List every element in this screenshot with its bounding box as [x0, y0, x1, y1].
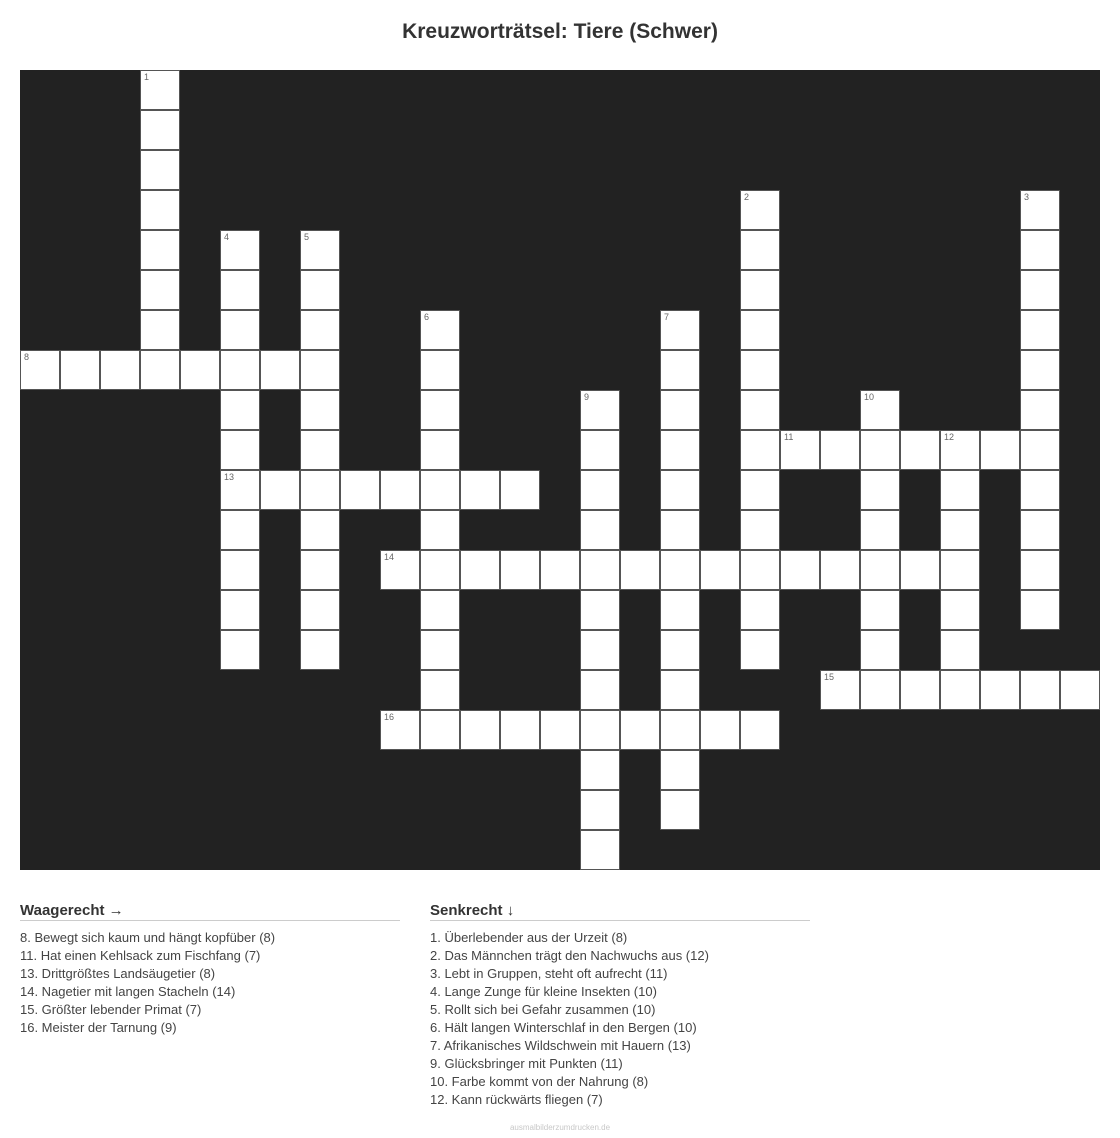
grid-cell[interactable] [820, 550, 860, 590]
grid-cell[interactable] [1020, 510, 1060, 550]
grid-cell[interactable] [1020, 390, 1060, 430]
grid-cell[interactable] [860, 630, 900, 670]
grid-cell[interactable] [740, 350, 780, 390]
grid-cell[interactable] [580, 390, 620, 430]
clue-item: 10. Farbe kommt von der Nahrung (8) [430, 1074, 649, 1089]
grid-cell[interactable] [620, 550, 660, 590]
grid-cell[interactable] [300, 470, 340, 510]
grid-cell[interactable] [260, 350, 300, 390]
grid-cell[interactable] [300, 630, 340, 670]
grid-cell[interactable] [420, 550, 460, 590]
grid-cell[interactable] [860, 550, 900, 590]
grid-cell[interactable] [100, 350, 140, 390]
grid-cell[interactable] [220, 350, 260, 390]
clue-number: 1 [144, 72, 150, 82]
grid-cell[interactable] [540, 710, 580, 750]
grid-cell[interactable] [580, 710, 620, 750]
grid-cell[interactable] [740, 390, 780, 430]
grid-cell[interactable] [580, 830, 620, 870]
grid-cell[interactable] [300, 430, 340, 470]
clue-item: 1. Überlebender aus der Urzeit (8) [430, 930, 628, 945]
clue-number: 3 [1024, 192, 1030, 202]
clue-item: 11. Hat einen Kehlsack zum Fischfang (7) [20, 948, 261, 963]
grid-cell[interactable] [660, 470, 700, 510]
grid-cell[interactable] [660, 630, 700, 670]
grid-cell[interactable] [300, 350, 340, 390]
grid-cell[interactable] [740, 270, 780, 310]
grid-cell[interactable] [580, 550, 620, 590]
grid-cell[interactable] [420, 470, 460, 510]
grid-cell[interactable] [420, 430, 460, 470]
clue-item: 4. Lange Zunge für kleine Insekten (10) [430, 984, 657, 999]
grid-cell[interactable] [220, 550, 260, 590]
grid-cell[interactable] [140, 150, 180, 190]
grid-cell[interactable] [140, 110, 180, 150]
grid-cell[interactable] [420, 390, 460, 430]
grid-cell[interactable] [660, 510, 700, 550]
across-clue-list [20, 929, 400, 1037]
grid-cell[interactable] [660, 670, 700, 710]
clue-number: 5 [304, 232, 310, 242]
grid-cell[interactable] [940, 470, 980, 510]
grid-cell[interactable] [140, 270, 180, 310]
grid-cell[interactable] [1020, 350, 1060, 390]
crossword-grid [20, 70, 1100, 870]
clue-number: 8 [24, 352, 30, 362]
grid-cell[interactable] [660, 710, 700, 750]
grid-cell[interactable] [140, 350, 180, 390]
grid-cell[interactable] [700, 550, 740, 590]
grid-cell[interactable] [580, 630, 620, 670]
grid-cell[interactable] [220, 390, 260, 430]
grid-cell[interactable] [580, 750, 620, 790]
grid-cell[interactable] [1020, 550, 1060, 590]
grid-cell[interactable] [660, 590, 700, 630]
grid-cell[interactable] [300, 310, 340, 350]
clue-item: 15. Größter lebender Primat (7) [20, 1002, 202, 1017]
grid-cell[interactable] [580, 470, 620, 510]
grid-cell[interactable] [740, 510, 780, 550]
grid-cell[interactable] [980, 670, 1020, 710]
grid-cell[interactable] [940, 550, 980, 590]
grid-cell[interactable] [420, 350, 460, 390]
grid-cell[interactable] [1020, 590, 1060, 630]
grid-cell[interactable] [700, 710, 740, 750]
clue-item: 7. Afrikanisches Wildschwein mit Hauern (13) [430, 1038, 691, 1053]
down-clues [430, 902, 810, 1109]
across-clues [20, 902, 400, 1037]
grid-cell[interactable] [1020, 230, 1060, 270]
grid-cell[interactable] [740, 710, 780, 750]
clue-number: 7 [664, 312, 670, 322]
grid-cell[interactable] [220, 230, 260, 270]
clue-item: 6. Hält langen Winterschlaf in den Bergen (10) [430, 1020, 697, 1035]
grid-cell[interactable] [740, 590, 780, 630]
grid-cell[interactable] [300, 550, 340, 590]
clue-number: 4 [224, 232, 230, 242]
grid-cell[interactable] [1020, 310, 1060, 350]
grid-cell[interactable] [540, 550, 580, 590]
grid-cell[interactable] [220, 430, 260, 470]
grid-cell[interactable] [300, 230, 340, 270]
clue-item: 12. Kann rückwärts fliegen (7) [430, 1092, 603, 1107]
grid-cell[interactable] [420, 670, 460, 710]
grid-cell[interactable] [220, 590, 260, 630]
clue-number: 16 [384, 712, 395, 722]
clue-number: 13 [224, 472, 235, 482]
grid-cell[interactable] [140, 310, 180, 350]
grid-cell[interactable] [740, 550, 780, 590]
grid-cell[interactable] [620, 710, 660, 750]
grid-cell[interactable] [340, 470, 380, 510]
grid-cell[interactable] [660, 790, 700, 830]
grid-cell[interactable] [780, 550, 820, 590]
grid-cell[interactable] [740, 430, 780, 470]
grid-cell[interactable] [460, 470, 500, 510]
grid-cell[interactable] [660, 350, 700, 390]
grid-cell[interactable] [460, 710, 500, 750]
down-heading: Senkrecht ↓ [430, 902, 810, 921]
grid-cell[interactable] [260, 470, 300, 510]
grid-cell[interactable] [900, 550, 940, 590]
grid-cell[interactable] [180, 350, 220, 390]
clue-number: 12 [944, 432, 955, 442]
grid-cell[interactable] [420, 630, 460, 670]
grid-cell[interactable] [140, 190, 180, 230]
clue-item: 14. Nagetier mit langen Stacheln (14) [20, 984, 236, 999]
grid-cell[interactable] [420, 510, 460, 550]
clue-number: 15 [824, 672, 835, 682]
grid-cell[interactable] [660, 390, 700, 430]
clue-item: 9. Glücksbringer mit Punkten (11) [430, 1056, 623, 1071]
clue-item: 16. Meister der Tarnung (9) [20, 1020, 177, 1035]
grid-cell[interactable] [140, 70, 180, 110]
grid-cell[interactable] [940, 670, 980, 710]
grid-cell[interactable] [740, 310, 780, 350]
grid-cell[interactable] [220, 630, 260, 670]
grid-cell[interactable] [1020, 190, 1060, 230]
clue-number: 10 [864, 392, 875, 402]
grid-cell[interactable] [380, 710, 420, 750]
grid-cell[interactable] [740, 190, 780, 230]
page-title: Kreuzworträtsel: Tiere (Schwer) [402, 20, 718, 43]
grid-cell[interactable] [300, 590, 340, 630]
grid-cell[interactable] [860, 390, 900, 430]
grid-cell[interactable] [860, 590, 900, 630]
clue-number: 2 [744, 192, 750, 202]
grid-cell[interactable] [940, 630, 980, 670]
across-heading: Waagerecht → [20, 902, 400, 921]
grid-cell[interactable] [820, 670, 860, 710]
grid-cell[interactable] [900, 670, 940, 710]
grid-cell[interactable] [860, 430, 900, 470]
grid-cell[interactable] [980, 430, 1020, 470]
grid-cell[interactable] [380, 550, 420, 590]
grid-cell[interactable] [660, 550, 700, 590]
grid-cell[interactable] [860, 670, 900, 710]
grid-cell[interactable] [500, 550, 540, 590]
grid-cell[interactable] [580, 590, 620, 630]
grid-cell[interactable] [780, 430, 820, 470]
grid-cell[interactable] [140, 230, 180, 270]
clue-item: 5. Rollt sich bei Gefahr zusammen (10) [430, 1002, 656, 1017]
clue-number: 6 [424, 312, 430, 322]
grid-cell[interactable] [1020, 470, 1060, 510]
grid-cell[interactable] [860, 470, 900, 510]
clue-item: 8. Bewegt sich kaum und hängt kopfüber (8) [20, 930, 276, 945]
grid-cell[interactable] [420, 710, 460, 750]
grid-cell[interactable] [740, 230, 780, 270]
grid-cell[interactable] [300, 390, 340, 430]
grid-cell[interactable] [300, 270, 340, 310]
grid-cell[interactable] [220, 270, 260, 310]
grid-cell[interactable] [940, 510, 980, 550]
grid-cell[interactable] [1020, 270, 1060, 310]
grid-cell[interactable] [220, 310, 260, 350]
grid-cell[interactable] [420, 310, 460, 350]
grid-cell[interactable] [740, 470, 780, 510]
grid-cell[interactable] [1060, 670, 1100, 710]
clue-item: 13. Drittgrößtes Landsäugetier (8) [20, 966, 216, 981]
clue-number: 9 [584, 392, 590, 402]
grid-cell[interactable] [740, 630, 780, 670]
grid-cell[interactable] [580, 670, 620, 710]
clue-number: 11 [784, 432, 794, 442]
down-clue-list [430, 929, 810, 1109]
footer-credit: ausmalbilderzumdrucken.de [509, 1123, 611, 1132]
grid-cell[interactable] [300, 510, 340, 550]
grid-cell[interactable] [660, 750, 700, 790]
grid-cell[interactable] [860, 510, 900, 550]
grid-cell[interactable] [900, 430, 940, 470]
grid-cell[interactable] [1020, 670, 1060, 710]
grid-cell[interactable] [460, 550, 500, 590]
grid-cell[interactable] [940, 430, 980, 470]
grid-cell[interactable] [220, 510, 260, 550]
grid-cell[interactable] [500, 710, 540, 750]
grid-cell[interactable] [1020, 430, 1060, 470]
grid-cell[interactable] [500, 470, 540, 510]
grid-cell[interactable] [940, 590, 980, 630]
grid-cell[interactable] [580, 510, 620, 550]
clue-item: 3. Lebt in Gruppen, steht oft aufrecht (11) [430, 966, 668, 981]
grid-cell[interactable] [380, 470, 420, 510]
grid-cell[interactable] [220, 470, 260, 510]
grid-cell[interactable] [20, 350, 60, 390]
grid-cell[interactable] [660, 430, 700, 470]
grid-cell[interactable] [660, 310, 700, 350]
grid-cell[interactable] [580, 430, 620, 470]
grid-cell[interactable] [60, 350, 100, 390]
grid-cell[interactable] [820, 430, 860, 470]
grid-cell[interactable] [420, 590, 460, 630]
clue-number: 14 [384, 552, 395, 562]
clue-item: 2. Das Männchen trägt den Nachwuchs aus (12) [430, 948, 709, 963]
grid-cell[interactable] [580, 790, 620, 830]
